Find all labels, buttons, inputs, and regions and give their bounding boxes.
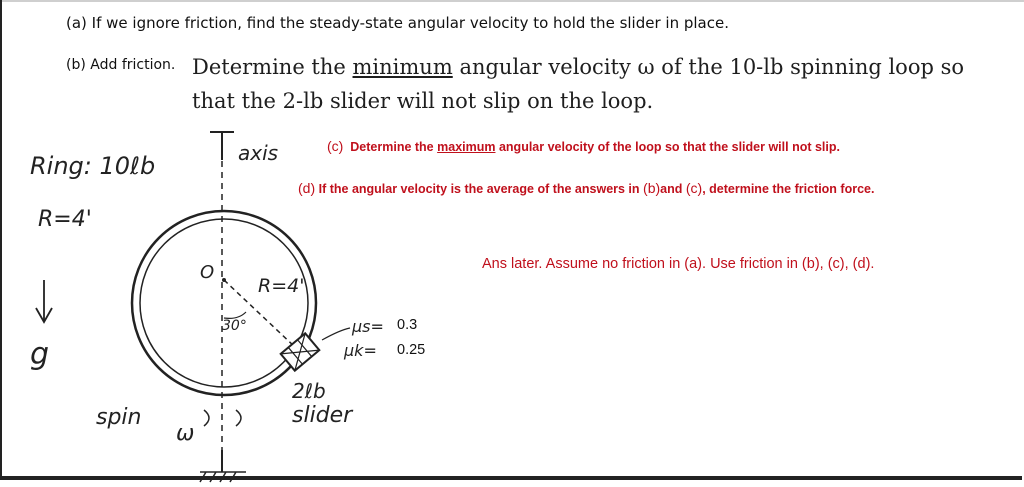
radius-label-inner: R=4'	[258, 275, 305, 297]
mu-s-value: 0.3	[397, 317, 418, 333]
question-b-post: angular velocity ω of the 10-lb spinning loop so that the 2-lb slider will not slip on the loop.	[192, 55, 965, 113]
axis-label: axis	[238, 141, 279, 165]
question-b-underlined: minimum	[352, 55, 453, 79]
center-label: O	[200, 262, 215, 283]
question-c-prefix: (c)	[327, 138, 344, 154]
question-c-post: angular velocity of the loop so that the slider will not slip.	[498, 140, 840, 154]
question-d-prefix: (d)	[298, 180, 316, 196]
radius-label-left: R=4'	[38, 207, 92, 232]
mu-k-label: μk=	[344, 341, 377, 360]
slider-weight: 2ℓb	[292, 379, 326, 403]
slider-label: slider	[292, 403, 353, 428]
ground-support	[200, 472, 246, 482]
question-c-underlined: maximum	[437, 140, 496, 154]
question-d-ref-b: (b)	[643, 180, 661, 196]
question-a: (a) If we ignore friction, find the steady-state angular velocity to hold the slider in place.	[66, 14, 729, 32]
ring-label: Ring: 10ℓb	[30, 152, 156, 180]
question-b-text	[192, 50, 1002, 118]
angle-label: 30°	[222, 318, 247, 334]
hand-sketch	[0, 120, 480, 487]
question-d-post: , determine the friction force.	[702, 182, 875, 196]
ring-outer	[132, 211, 316, 395]
question-b-label: (b) Add friction.	[66, 57, 176, 73]
answer-note: Ans later. Assume no friction in (a). Use friction in (b), (c), (d).	[482, 256, 875, 272]
question-d-pre: If the angular velocity is the average of the answers in	[318, 182, 640, 196]
ring-inner	[140, 219, 308, 387]
mu-leader	[322, 328, 350, 340]
question-c-pre: Determine the	[350, 140, 434, 154]
gravity-label: g	[30, 337, 50, 372]
mu-k-value: 0.25	[397, 342, 426, 358]
question-d-ref-c: (c)	[685, 180, 703, 196]
question-b-pre: Determine the	[192, 55, 346, 79]
question-d-and: and	[660, 182, 683, 196]
spin-label: spin	[96, 405, 142, 430]
omega-label: ω	[176, 421, 195, 446]
mu-s-label: μs=	[352, 317, 384, 336]
